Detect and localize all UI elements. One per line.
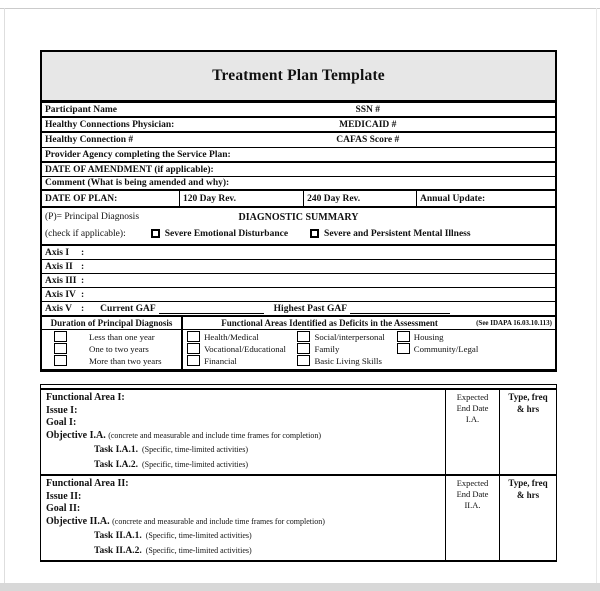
axis-4-row (42, 288, 555, 302)
issue-2-line: Issue II: (46, 490, 82, 502)
principal-diagnosis-label: (P)= Principal Diagnosis (45, 212, 140, 222)
annual-update-cell: Annual Update: (416, 191, 555, 206)
axis-5-colon: : (81, 303, 85, 314)
healthy-connection-label: Healthy Connection # (45, 135, 134, 145)
type-freq-hrs-2-cell (499, 476, 556, 560)
treatment-plan-form (40, 50, 557, 562)
housing-checkbox[interactable] (397, 331, 410, 342)
date-of-plan-cell: DATE OF PLAN: (45, 193, 118, 204)
duration-header: Duration of Principal Diagnosis (42, 317, 183, 329)
axis-2-label: Axis II (45, 261, 73, 272)
less-than-one-year-checkbox[interactable] (54, 331, 67, 342)
family-label: Family (314, 344, 340, 354)
financial-label: Financial (204, 356, 237, 366)
health-medical-checkbox[interactable] (187, 331, 200, 342)
functional-areas-header: Functional Areas Identified as Deficits in the Assessment (221, 318, 438, 328)
participant-name-row (42, 103, 555, 118)
community-legal-label: Community/Legal (413, 344, 479, 354)
axis-4-colon: : (81, 289, 85, 300)
table-gap (40, 372, 557, 384)
plan-section-2-content (41, 476, 445, 560)
cafas-label: CAFAS Score # (336, 135, 400, 145)
task-2a2-line (94, 543, 441, 558)
expected-end-date-2-line1: Expected (456, 478, 489, 488)
functional-area-row (397, 343, 555, 355)
functional-areas-header-cell (183, 317, 555, 329)
axis-4-label: Axis IV (45, 289, 76, 300)
functional-area-row (187, 355, 297, 367)
diagnostic-summary-header (45, 210, 552, 226)
functional-area-row (397, 331, 555, 343)
objective-1a-note: (concrete and measurable and include time frames for completion) (108, 430, 322, 440)
axis-1-row (42, 246, 555, 260)
axis-5-row (42, 302, 555, 317)
amendment-date-label: DATE OF AMENDMENT (if applicable): (45, 164, 214, 175)
expected-end-date-1-line3: I.A. (465, 414, 480, 425)
severe-emotional-disturbance-label: Severe Emotional Disturbance (164, 228, 289, 239)
axis-2-colon: : (81, 261, 85, 272)
basic-living-skills-label: Basic Living Skills (314, 356, 382, 366)
header-table (40, 103, 557, 372)
axis-3-label: Axis III (45, 275, 77, 286)
diagnostic-summary-title: DIAGNOSTIC SUMMARY (238, 212, 359, 223)
duration-option-row (42, 343, 181, 355)
task-2a2-label: Task II.A.2. (94, 545, 142, 556)
objective-2a-line (46, 516, 441, 529)
page-title: Treatment Plan Template (212, 67, 385, 84)
objective-2a-note: (concrete and measurable and include time frames for completion) (112, 516, 325, 526)
comment-label: Comment (What is being amended and why): (45, 178, 230, 188)
healthy-connection-row (42, 133, 555, 148)
axis-3-colon: : (81, 275, 85, 286)
family-checkbox[interactable] (297, 343, 310, 354)
expected-end-date-2-line3: II.A. (464, 500, 481, 511)
more-than-two-years-checkbox[interactable] (54, 355, 67, 366)
social-interpersonal-checkbox[interactable] (297, 331, 310, 342)
objective-1a-label: Objective I.A. (46, 429, 106, 441)
type-freq-hrs-2-line2: & hrs (516, 489, 540, 500)
provider-agency-label: Provider Agency completing the Service Plan: (45, 149, 231, 160)
task-1a2-line (94, 457, 441, 472)
duration-option-row (42, 355, 181, 367)
page-top-edge (0, 8, 600, 9)
diagnosis-checkboxes-row (45, 226, 552, 241)
functional-area-1-line: Functional Area I: (46, 392, 125, 403)
functional-area-row (297, 343, 396, 355)
plan-dates-row (42, 191, 555, 208)
severe-persistent-mental-illness-checkbox[interactable] (310, 229, 319, 238)
task-1a2-note: (Specific, time-limited activities) (142, 459, 248, 469)
plan-table (40, 384, 557, 562)
title-box (40, 50, 557, 103)
task-2a1-line (94, 528, 441, 543)
plan-section-1-content (41, 390, 445, 474)
axis-2-row (42, 260, 555, 274)
check-if-applicable-label: (check if applicable): (45, 228, 126, 239)
type-freq-hrs-1-line2: & hrs (516, 403, 540, 414)
axis-3-row (42, 274, 555, 288)
financial-checkbox[interactable] (187, 355, 200, 366)
issue-1-line: Issue I: (46, 404, 78, 416)
axis-1-label: Axis I (45, 247, 70, 258)
provider-agency-row (42, 148, 555, 163)
type-freq-hrs-1-line1: Type, freq (508, 392, 548, 402)
one-to-two-years-label: One to two years (89, 344, 149, 354)
housing-label: Housing (413, 332, 444, 342)
medicaid-label: MEDICAID # (339, 119, 397, 130)
type-freq-hrs-2-line1: Type, freq (508, 478, 548, 488)
health-medical-label: Health/Medical (204, 332, 259, 342)
vocational-educational-label: Vocational/Educational (204, 344, 286, 354)
current-gaf-field[interactable] (159, 304, 264, 314)
community-legal-checkbox[interactable] (397, 343, 410, 354)
vocational-educational-checkbox[interactable] (187, 343, 200, 354)
page-right-edge (596, 8, 597, 583)
functional-area-row (187, 331, 297, 343)
rev-240-cell: 240 Day Rev. (303, 191, 416, 206)
more-than-two-years-label: More than two years (89, 356, 162, 366)
amendment-date-row (42, 163, 555, 177)
axis-1-colon: : (81, 247, 85, 258)
basic-living-skills-checkbox[interactable] (297, 355, 310, 366)
duration-option-row (42, 331, 181, 343)
expected-end-date-1-line1: Expected (456, 392, 489, 402)
page-bottom-edge (0, 583, 600, 591)
diagnostic-summary-block (42, 208, 555, 246)
task-2a1-note: (Specific, time-limited activities) (145, 531, 252, 540)
objective-1a-line (46, 430, 441, 443)
functional-areas-column-1 (187, 331, 297, 367)
ssn-label: SSN # (355, 104, 381, 115)
less-than-one-year-label: Less than one year (89, 332, 155, 342)
task-1a1-label: Task I.A.1. (94, 445, 139, 455)
highest-past-gaf-label: Highest Past GAF (273, 303, 348, 314)
expected-end-date-1-cell (445, 390, 499, 474)
plan-section-1 (41, 390, 556, 476)
idapa-reference: (See IDAPA 16.03.10.113) (476, 319, 552, 327)
task-2a2-note: (Specific, time-limited activities) (145, 545, 252, 555)
axis-5-label: Axis V (45, 303, 73, 314)
expected-end-date-2-line2: End Date (456, 489, 489, 500)
functional-area-row (187, 343, 297, 355)
task-1a2-label: Task I.A.2. (94, 459, 139, 470)
expected-end-date-2-cell (445, 476, 499, 560)
expected-end-date-1-line2: End Date (456, 403, 489, 414)
task-2a1-label: Task II.A.1. (94, 531, 142, 541)
functional-areas-column-2 (297, 331, 396, 367)
functional-area-2-line: Functional Area II: (46, 478, 129, 489)
task-1a1-line (94, 442, 441, 457)
highest-past-gaf-field[interactable] (350, 304, 450, 314)
goal-1-line: Goal I: (46, 417, 77, 428)
severe-emotional-disturbance-checkbox[interactable] (151, 229, 160, 238)
one-to-two-years-checkbox[interactable] (54, 343, 67, 354)
social-interpersonal-label: Social/interpersonal (314, 332, 385, 342)
functional-areas-column-3 (397, 331, 555, 367)
functional-areas-options (183, 330, 555, 369)
duration-functional-header-row (42, 317, 555, 330)
rev-120-cell: 120 Day Rev. (179, 191, 303, 206)
plan-section-2 (41, 476, 556, 560)
duration-functional-body (42, 330, 555, 369)
comment-row (42, 177, 555, 191)
current-gaf-label: Current GAF (100, 303, 156, 314)
goal-2-line: Goal II: (46, 503, 81, 514)
duration-options (42, 330, 183, 369)
participant-name-label: Participant Name (45, 104, 118, 115)
physician-row (42, 118, 555, 133)
functional-area-row (297, 331, 396, 343)
physician-label: Healthy Connections Physician: (45, 119, 175, 130)
page-left-edge (4, 8, 5, 583)
severe-persistent-mental-illness-label: Severe and Persistent Mental Illness (324, 228, 471, 239)
objective-2a-label: Objective II.A. (46, 515, 110, 527)
type-freq-hrs-1-cell (499, 390, 556, 474)
task-1a1-note: (Specific, time-limited activities) (142, 445, 248, 454)
functional-area-row (297, 355, 396, 367)
